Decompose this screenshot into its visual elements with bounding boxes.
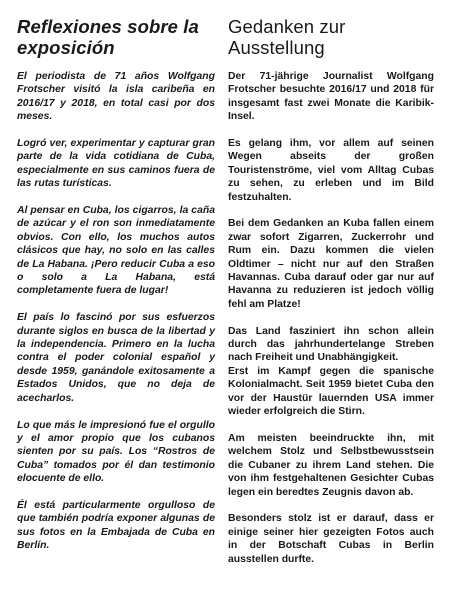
- german-paragraph-3: Bei dem Gedanken an Kuba fallen einem zwar sofort Zigarren, Zuckerrohr und Rum ein. Dazu kommen die vielen Oldtimer – nicht nur auf den Straßen Havannas. Cuba darauf oder gar nur auf Havanna zu reduzieren ist jedoch völlig fehl am Platze!: [228, 218, 434, 310]
- german-paragraph-2: Es gelang ihm, vor allem auf seinen Wegen abseits der großen Touristenströme, viel vom Alltag Cubas zu sehen, zu erleben und im Bild festzuhalten.: [228, 138, 434, 203]
- spanish-paragraph-2: Logró ver, experimentar y capturar gran parte de la vida cotidiana de Cuba, especialmente en sus caminos fuera de las rutas turísticas.: [17, 138, 215, 190]
- german-paragraph-6: Am meisten beeindruckte ihn, mit welchem Stolz und Selbstbewusstsein die Cubaner zu ihrem Land stehen. Die von ihm festgehaltenen Gesichter Cubas legen ein beredtes Zeugnis davon ab.: [228, 432, 434, 498]
- german-paragraph-5: Erst im Kampf gegen die spanische Kolonialmacht. Seit 1959 bietet Cuba den vor der Haustür lauernden USA immer wieder erfolgreich die Stirn.: [228, 365, 434, 418]
- spanish-paragraph-6: Él está particularmente orgulloso de que también podría exponer algunas de sus fotos en la Embajada de Cuba en Berlín.: [17, 499, 215, 552]
- spanish-title: Reflexiones sobre la exposición: [17, 16, 199, 58]
- spanish-paragraph-3: Al pensar en Cuba, los cigarros, la caña de azúcar y el ron son inmediatamente obvios. Con ello, los muchos autos clásicos que hay, no solo en las calles de La Habana. ¡Pero reducir Cuba a eso o solo a La Habana, está completamente fuera de lugar!: [17, 205, 215, 297]
- german-paragraph-1: Der 71-jährige Journalist Wolfgang Frotscher besuchte 2016/17 und 2018 für insgesamt fast zwei Monate die Karibik-Insel.: [228, 71, 434, 123]
- spanish-column: [17, 16, 215, 566]
- spanish-paragraph-5: Lo que más le impresionó fue el orgullo y el amor propio que los cubanos sienten por su país. Los “Rostros de Cuba” tomados por él dan testimonio elocuente de ello.: [17, 419, 215, 485]
- spanish-paragraph-4: El país lo fascinó por sus esfuerzos durante siglos en busca de la libertad y la independencia. Primero en la lucha contra el poder colonial español y desde 1959, ganándole exitosamente a Estados Unidos, que no deja de acecharlos.: [17, 312, 215, 404]
- german-paragraph-7: Besonders stolz ist er darauf, dass er einige seiner hier gezeigten Fotos auch in der Botschaft Cubas in Berlin ausstellen durfte.: [228, 513, 434, 565]
- german-title: Gedanken zur Ausstellung: [228, 16, 346, 58]
- german-column: [228, 16, 434, 579]
- spanish-paragraph-1: El periodista de 71 años Wolfgang Frotscher visitó la isla caribeña en 2016/17 y 2018, en total casi por dos meses.: [17, 71, 215, 123]
- german-paragraph-4: Das Land fasziniert ihn schon allein durch das jahrhundertelange Streben nach Freiheit und Unabhängigkeit.: [228, 325, 434, 364]
